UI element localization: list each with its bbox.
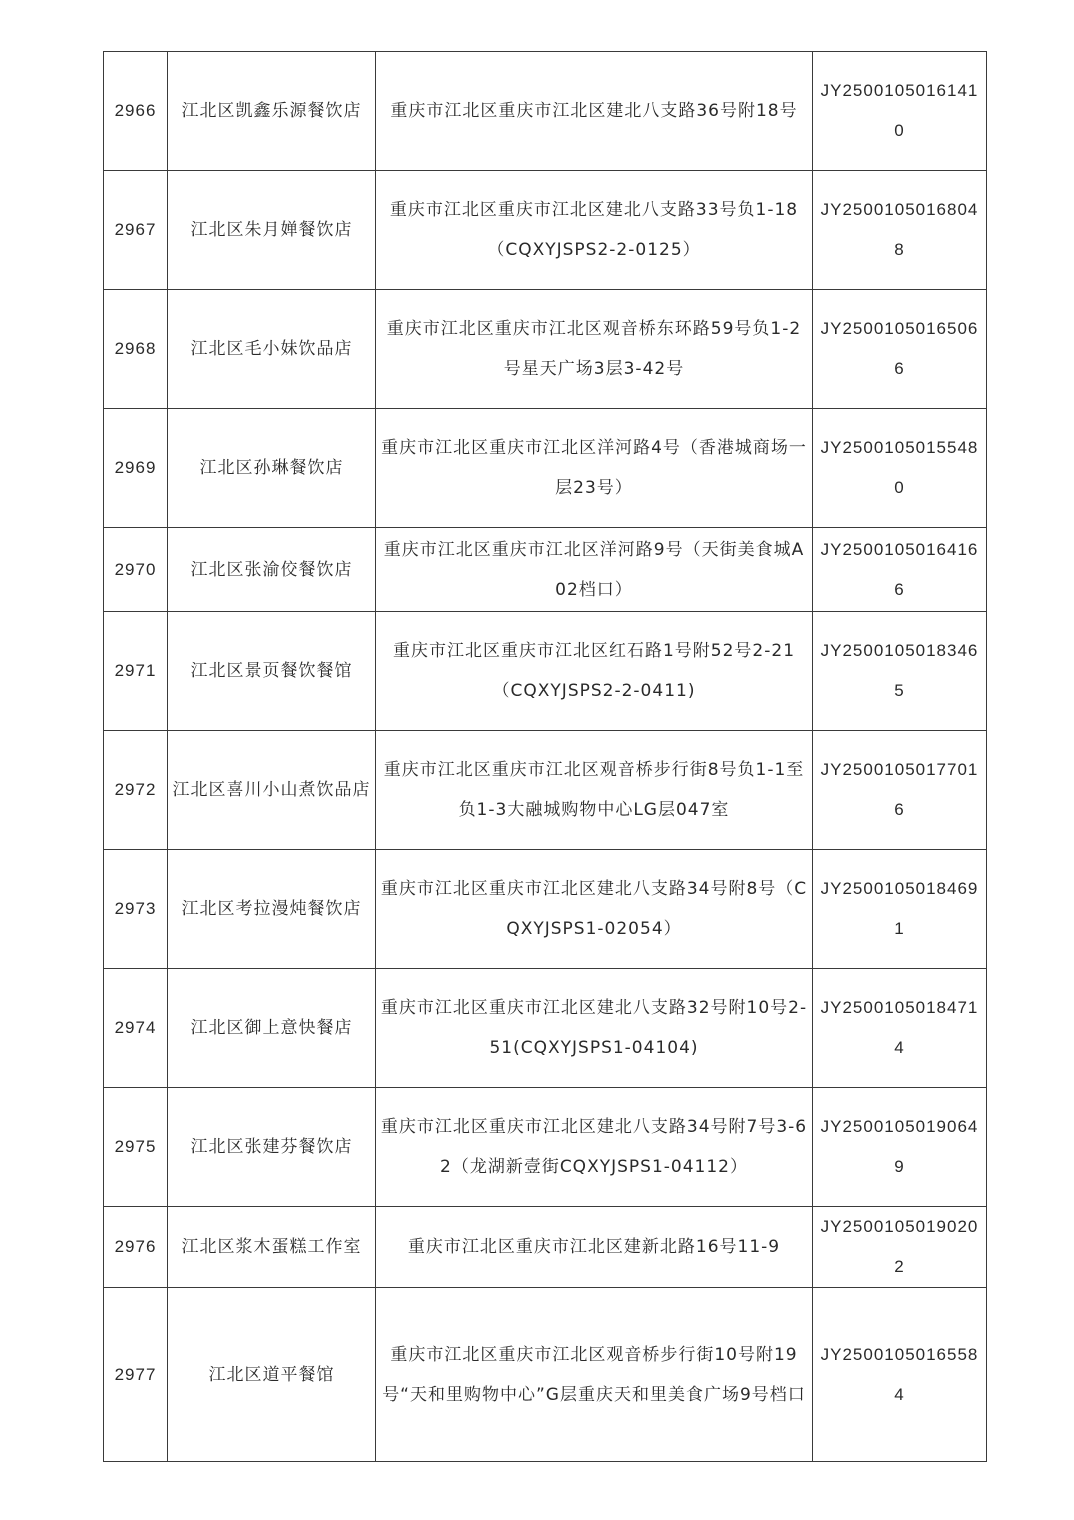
business-name: 江北区喜川小山煮饮品店 bbox=[168, 731, 376, 850]
license-number: JY25001050161410 bbox=[813, 52, 987, 171]
business-name: 江北区景页餐饮餐馆 bbox=[168, 612, 376, 731]
business-address: 重庆市江北区重庆市江北区建新北路16号11-9 bbox=[376, 1207, 813, 1288]
business-name: 江北区御上意快餐店 bbox=[168, 969, 376, 1088]
license-number: JY25001050184714 bbox=[813, 969, 987, 1088]
license-number: JY25001050155480 bbox=[813, 409, 987, 528]
business-address: 重庆市江北区重庆市江北区观音桥步行街10号附19号“天和里购物中心”G层重庆天和里美食广场9号档口 bbox=[376, 1288, 813, 1462]
row-number: 2975 bbox=[104, 1088, 168, 1207]
row-number: 2970 bbox=[104, 528, 168, 612]
business-address: 重庆市江北区重庆市江北区观音桥步行街8号负1-1至负1-3大融城购物中心LG层047室 bbox=[376, 731, 813, 850]
business-license-table bbox=[103, 51, 987, 1462]
row-number: 2976 bbox=[104, 1207, 168, 1288]
license-number: JY25001050165066 bbox=[813, 290, 987, 409]
license-number: JY25001050168048 bbox=[813, 171, 987, 290]
row-number: 2972 bbox=[104, 731, 168, 850]
business-name: 江北区浆木蛋糕工作室 bbox=[168, 1207, 376, 1288]
business-address: 重庆市江北区重庆市江北区建北八支路33号负1-18（CQXYJSPS2-2-0125） bbox=[376, 171, 813, 290]
table-row bbox=[104, 850, 987, 969]
business-name: 江北区考拉漫炖餐饮店 bbox=[168, 850, 376, 969]
row-number: 2968 bbox=[104, 290, 168, 409]
business-address: 重庆市江北区重庆市江北区建北八支路34号附7号3-62（龙湖新壹街CQXYJSPS1-04112） bbox=[376, 1088, 813, 1207]
table-row bbox=[104, 1088, 987, 1207]
license-number: JY25001050165584 bbox=[813, 1288, 987, 1462]
business-name: 江北区道平餐馆 bbox=[168, 1288, 376, 1462]
row-number: 2971 bbox=[104, 612, 168, 731]
table-row bbox=[104, 528, 987, 612]
table-row bbox=[104, 290, 987, 409]
business-name: 江北区张渝佼餐饮店 bbox=[168, 528, 376, 612]
table-row bbox=[104, 409, 987, 528]
row-number: 2969 bbox=[104, 409, 168, 528]
business-address: 重庆市江北区重庆市江北区观音桥东环路59号负1-2号星天广场3层3-42号 bbox=[376, 290, 813, 409]
table-row bbox=[104, 731, 987, 850]
table-row bbox=[104, 969, 987, 1088]
table-row bbox=[104, 52, 987, 171]
business-address: 重庆市江北区重庆市江北区建北八支路32号附10号2-51(CQXYJSPS1-04104) bbox=[376, 969, 813, 1088]
table-row bbox=[104, 1207, 987, 1288]
row-number: 2966 bbox=[104, 52, 168, 171]
business-name: 江北区孙琳餐饮店 bbox=[168, 409, 376, 528]
row-number: 2973 bbox=[104, 850, 168, 969]
business-address: 重庆市江北区重庆市江北区红石路1号附52号2-21（CQXYJSPS2-2-0411) bbox=[376, 612, 813, 731]
row-number: 2967 bbox=[104, 171, 168, 290]
row-number: 2977 bbox=[104, 1288, 168, 1462]
business-name: 江北区张建芬餐饮店 bbox=[168, 1088, 376, 1207]
license-number: JY25001050177016 bbox=[813, 731, 987, 850]
business-address: 重庆市江北区重庆市江北区建北八支路36号附18号 bbox=[376, 52, 813, 171]
license-number: JY25001050184691 bbox=[813, 850, 987, 969]
row-number: 2974 bbox=[104, 969, 168, 1088]
business-address: 重庆市江北区重庆市江北区洋河路4号（香港城商场一层23号） bbox=[376, 409, 813, 528]
business-name: 江北区朱月婵餐饮店 bbox=[168, 171, 376, 290]
table-row bbox=[104, 171, 987, 290]
business-address: 重庆市江北区重庆市江北区洋河路9号（天街美食城A02档口） bbox=[376, 528, 813, 612]
license-number: JY25001050190202 bbox=[813, 1207, 987, 1288]
table-row bbox=[104, 612, 987, 731]
business-address: 重庆市江北区重庆市江北区建北八支路34号附8号（CQXYJSPS1-02054） bbox=[376, 850, 813, 969]
business-name: 江北区毛小妹饮品店 bbox=[168, 290, 376, 409]
license-number: JY25001050164166 bbox=[813, 528, 987, 612]
license-number: JY25001050183465 bbox=[813, 612, 987, 731]
business-name: 江北区凯鑫乐源餐饮店 bbox=[168, 52, 376, 171]
table-row bbox=[104, 1288, 987, 1462]
license-number: JY25001050190649 bbox=[813, 1088, 987, 1207]
